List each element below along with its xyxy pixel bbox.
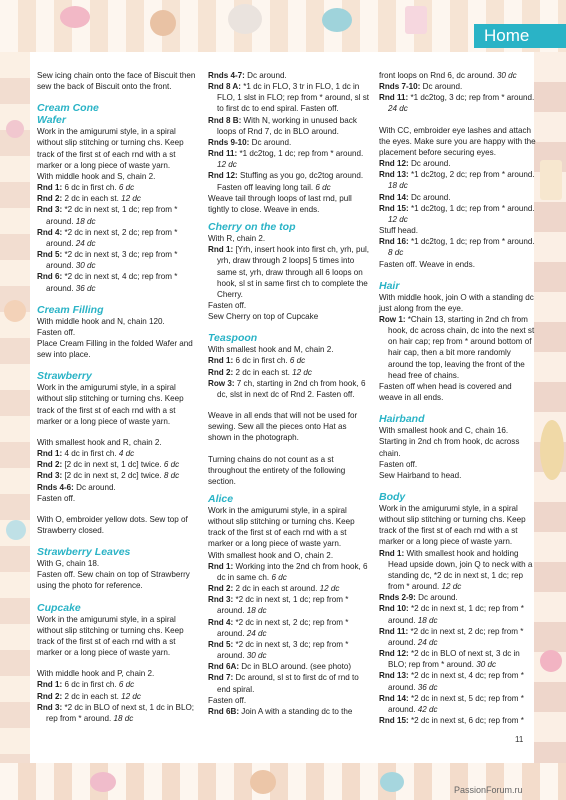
row-instruction: Dc around. [247, 71, 287, 80]
section-heading: Hair [379, 279, 400, 292]
row-label: Rnd 10: [379, 604, 409, 614]
row-label: Rnd 13: [379, 671, 409, 681]
spacer [37, 504, 200, 514]
row-instruction: *2 dc in next st, 2 dc; rep from * around. [388, 626, 524, 647]
stitch-count: 18 dc [75, 216, 96, 226]
text-column-1 [37, 70, 200, 724]
stitch-count: 36 dc [417, 682, 438, 692]
teapot-illustration [322, 8, 352, 32]
row-instruction: Dc around. [76, 482, 116, 492]
spacer [379, 270, 537, 280]
row-instruction: *2 dc in next st, 3 dc; rep from * around. [217, 639, 349, 661]
row-label: Rnd 2: [37, 460, 63, 470]
row-label: Rnd 4: [37, 227, 63, 237]
row-label: Rnd 2: [208, 367, 234, 377]
row-label: Rnd 3: [37, 702, 63, 712]
paragraph-text: Fasten off. [208, 695, 247, 705]
pattern-row [208, 706, 370, 717]
row-instruction: *1 dc2tog, 1 dc; rep from * around. [410, 237, 535, 247]
stitch-count: 18 dc [388, 181, 408, 191]
row-instruction: 4 dc in first ch. [64, 449, 117, 459]
row-instruction: Dc around. [422, 82, 463, 92]
spacer [37, 658, 200, 668]
pattern-row [208, 244, 370, 300]
row-instruction: 2 dc in each st. [64, 691, 119, 701]
teapot-illustration [380, 772, 404, 792]
stitch-count: 18 dc [417, 615, 438, 625]
row-instruction: 2 dc in each st. [235, 367, 290, 377]
row-label: Rnd 13: [379, 170, 409, 180]
row-instruction: With N, working in unused back loops of Rnd 7, dc in BLO around. [217, 115, 357, 136]
spacer [379, 481, 537, 491]
paragraph [208, 344, 370, 355]
row-instruction: *1 dc2tog, 1 dc; rep from * around. [410, 203, 535, 213]
pattern-row [37, 448, 200, 459]
pattern-row [379, 192, 537, 203]
paragraph-text: Work in the amigurumi style, in a spiral without slip stitching or turning chs. Keep track of the first st of each rnd with a st marker or a long piece of waste yarn. [379, 504, 526, 547]
paragraph-text: With middle hook and P, chain 2. [37, 669, 155, 679]
paragraph [37, 70, 200, 92]
row-label: Rnds 4-6: [37, 482, 74, 492]
row-instruction: Working into the 2nd ch from hook, 6 dc in same ch. [217, 561, 368, 582]
stitch-count: 24 dc [388, 104, 408, 114]
paragraph [379, 459, 537, 470]
section-heading: Hairband [379, 413, 425, 426]
pattern-row [379, 693, 537, 715]
paragraph-text: Sew Hairband to head. [379, 470, 462, 480]
pattern-row [379, 203, 537, 225]
row-label: Rnd 1: [208, 245, 234, 255]
stitch-count: 30 dc [75, 261, 96, 271]
row-label: Rnd 15: [379, 203, 409, 213]
row-label: Rnd 6: [37, 272, 63, 282]
pattern-row [208, 148, 370, 170]
row-instruction: [Yrh, insert hook into first ch, yrh, pul, yrh, draw through 2 loops] 5 times into same st, yrh, draw through all 6 loops on hook, sl st in same first ch to complete the Cherry. [217, 245, 370, 299]
stitch-count: 24 dc [246, 628, 267, 638]
section-tab: Home [474, 24, 566, 48]
spacer [379, 115, 537, 125]
text-column-3 [379, 70, 537, 726]
pattern-row [37, 459, 200, 470]
paragraph-text: front loops on Rnd 6, dc around. [379, 71, 495, 80]
stitch-count: 42 dc [417, 704, 438, 714]
row-label: Rnd 12: [208, 171, 238, 181]
row-label: Rnd 3: [37, 205, 63, 215]
pattern-row [208, 561, 370, 583]
flower-illustration [6, 120, 24, 138]
stitch-count: 6 dc [163, 460, 180, 470]
paragraph-text: Turning chains do not count as a st throughout the entirety of the following section. [208, 454, 346, 486]
row-instruction: *1 dc2tog, 1 dc; rep from * around. [239, 149, 364, 159]
pattern-row [37, 271, 200, 293]
paragraph-text: With middle hook and S, chain 2. [37, 171, 156, 181]
stitch-count: 4 dc [118, 449, 135, 459]
paragraph-text: Fasten off. [208, 300, 247, 310]
row-label: Rnd 1: [379, 548, 405, 558]
row-instruction: *2 dc in BLO of next st, 1 dc in BLO; rep from * around. [46, 702, 195, 723]
paragraph-text: Fasten off. [379, 459, 418, 469]
pattern-row [379, 648, 537, 670]
paragraph [379, 292, 537, 314]
row-instruction: *2 dc in next st, 1 dc; rep from * around. [217, 595, 349, 616]
pattern-row [37, 482, 200, 493]
stitch-count: 30 dc [476, 660, 496, 670]
pattern-row [379, 236, 537, 258]
row-instruction: *2 dc in BLO of next st, 3 dc in BLO; rep from * around. [388, 649, 520, 670]
row-label: Rnds 7-10: [379, 82, 421, 92]
paragraph-text: Fasten off. [37, 493, 76, 503]
pattern-row [379, 670, 537, 692]
row-label: Rnds 2-9: [379, 593, 416, 603]
stitch-count: 12 dc [121, 194, 141, 204]
paragraph [379, 381, 537, 403]
row-label: Rnd 11: [379, 626, 409, 636]
paragraph-text: With smallest hook and C, chain 16. Starting in 2nd ch from hook, dc across chain. [379, 426, 520, 458]
card-illustration [405, 6, 427, 34]
paragraph [37, 437, 200, 448]
paragraph [208, 300, 370, 311]
pattern-row [208, 617, 370, 639]
pattern-row [37, 691, 200, 702]
cupcake-illustration [150, 10, 176, 36]
pattern-row [208, 583, 370, 594]
stitch-count: 12 dc [441, 582, 462, 592]
stitch-count: 30 dc [246, 651, 267, 661]
pattern-row [37, 193, 200, 204]
paragraph [379, 259, 537, 270]
stitch-count: 18 dc [246, 606, 267, 616]
pattern-row [379, 626, 537, 648]
row-label: Rnd 2: [37, 691, 63, 701]
row-label: Rnd 8 B: [208, 115, 242, 125]
row-label: Rnd 2: [37, 194, 63, 204]
paragraph-text: Fasten off. Sew chain on top of Strawberry using the photo for reference. [37, 570, 190, 591]
pattern-row [379, 81, 537, 92]
stitch-count: 12 dc [319, 584, 340, 594]
row-label: Rnd 1: [37, 680, 63, 690]
stitch-count: 24 dc [75, 238, 96, 248]
row-label: Rnd 3: [37, 471, 63, 481]
watermark: PassionForum.ru [454, 785, 523, 795]
teacup-illustration [6, 520, 26, 540]
row-instruction: Stuffing as you go, dc2tog around. Fasten off leaving long tail. [217, 171, 364, 192]
row-instruction: *1 dc2tog, 2 dc; rep from * around. [410, 170, 535, 180]
teacup-illustration [90, 772, 116, 792]
paragraph [37, 558, 200, 569]
row-instruction: 6 dc in first ch. [64, 680, 117, 690]
pattern-row [208, 661, 370, 672]
row-label: Rnd 12: [379, 649, 409, 659]
row-label: Rnd 3: [208, 595, 234, 605]
paragraph [379, 225, 537, 236]
section-heading: Strawberry [37, 370, 92, 383]
stitch-count: 12 dc [292, 367, 312, 377]
row-label: Rnd 1: [37, 183, 63, 193]
paragraph [208, 550, 370, 561]
pattern-row [208, 81, 370, 114]
paragraph [37, 338, 200, 360]
row-label: Rnd 11: [379, 93, 409, 103]
section-heading: Cherry on the top [208, 221, 296, 234]
paragraph-text: Fasten off. Weave in ends. [379, 259, 475, 269]
pattern-row [37, 227, 200, 249]
row-label: Rnd 6B: [208, 706, 240, 716]
paragraph-text: Work in the amigurumi style, in a spiral without slip stitching or turning chs. Keep track of the first st of each rnd with a st marker or a long piece of waste yarn. [37, 383, 184, 426]
pattern-row [37, 204, 200, 226]
pattern-row [379, 715, 537, 726]
row-label: Rnd 6A: [208, 662, 240, 672]
paragraph [37, 668, 200, 679]
card-illustration [540, 160, 562, 200]
paragraph-text: With CC, embroider eye lashes and attach the eyes. Make sure you are happy with the placement before securing eyes. [379, 125, 536, 157]
row-label: Rnd 1: [37, 449, 63, 459]
row-label: Rnds 4-7: [208, 71, 245, 80]
section-heading: Wafer [37, 114, 66, 127]
stitch-count: 24 dc [417, 637, 438, 647]
decorative-border-left [0, 52, 30, 763]
paragraph-text: Work in the amigurumi style, in a spiral without slip stitching or turning chs. Keep track of the first st of each rnd with a st marker or a long piece of waste yarn. [37, 614, 184, 658]
paragraph-text: Work in the amigurumi style, in a spiral without slip stitching or turning chs. Keep track of the first st of each rnd with a st marker or a long piece of waste yarn. [208, 506, 355, 549]
row-instruction: *2 dc in next st, 2 dc; rep from * around. [46, 227, 178, 248]
row-label: Row 1: [379, 314, 406, 324]
stitch-count: 18 dc [113, 713, 134, 723]
stitch-count: 36 dc [75, 283, 96, 293]
row-instruction: 6 dc in first ch. [235, 356, 288, 366]
row-label: Rnd 14: [379, 192, 409, 202]
paragraph-text: With smallest hook and R, chain 2. [37, 437, 162, 447]
paragraph [208, 505, 370, 550]
stitch-count: 12 dc [388, 214, 408, 224]
stitch-count: 6 dc [289, 356, 306, 366]
pattern-row [37, 679, 200, 690]
cake-illustration [250, 770, 276, 794]
pattern-row [208, 378, 370, 400]
pattern-row [379, 548, 537, 593]
section-heading: Strawberry Leaves [37, 546, 131, 559]
spacer [37, 536, 200, 546]
pattern-row [208, 355, 370, 366]
paragraph-text: With smallest hook and O, chain 2. [208, 550, 334, 560]
page-number: 11 [515, 735, 524, 744]
row-instruction: With smallest hook and holding Head upside down, join Q to neck with a standing dc, *2 dc in next st, 1 dc; rep from * around. [388, 548, 533, 592]
paragraph-text: With middle hook, join O with a standing dc just along from the eye. [379, 292, 534, 313]
paragraph [37, 382, 200, 427]
row-label: Rnd 7: [208, 673, 234, 683]
spacer [208, 322, 370, 332]
pattern-row [208, 672, 370, 694]
row-instruction: *1 dc2tog, 3 dc; rep from * around. [410, 93, 535, 103]
paragraph [379, 503, 537, 548]
paragraph [379, 125, 537, 158]
paragraph-text: With G, chain 18. [37, 559, 100, 569]
pattern-row [379, 92, 537, 114]
row-instruction: *2 dc in next st, 6 dc; rep from * [410, 715, 524, 725]
row-instruction: Join A with a standing dc to the [241, 706, 353, 716]
row-label: Rnd 5: [208, 639, 234, 649]
paragraph [37, 569, 200, 591]
paragraph-text: With smallest hook and M, chain 2. [208, 345, 334, 355]
stitch-count: 6 dc [315, 182, 331, 192]
teacup-illustration [60, 6, 90, 28]
spacer [208, 400, 370, 410]
cake-illustration [4, 300, 26, 322]
paragraph-text: Work in the amigurumi style, in a spiral without slip stitching or turning chs. Keep track of the first st of each rnd with a st marker or a long piece of waste yarn. [37, 127, 184, 170]
paragraph [37, 614, 200, 659]
paragraph [208, 193, 370, 215]
paragraph [37, 327, 200, 338]
spacer [37, 360, 200, 370]
spacer [37, 592, 200, 602]
row-instruction: 7 ch, starting in 2nd ch from hook, 6 dc, slst in next dc of Rnd 2. Fasten off. [217, 378, 366, 399]
spacer [37, 427, 200, 437]
row-instruction: [2 dc in next st, 2 dc] twice. [64, 471, 162, 481]
stitch-count: 12 dc [217, 160, 237, 170]
rabbit-illustration [228, 4, 262, 34]
paragraph [379, 425, 537, 458]
paragraph-text: With O, embroider yellow dots. Sew top of Strawberry closed. [37, 514, 188, 535]
row-instruction: Dc around. [410, 159, 451, 169]
paragraph-text: Stuff head. [379, 226, 419, 236]
row-instruction: Dc around, sl st to first dc of rnd to end spiral. [217, 673, 359, 694]
row-instruction: 6 dc in first ch. [64, 183, 117, 193]
paragraph [208, 311, 370, 322]
row-label: Rnd 11: [208, 149, 238, 159]
paragraph-text: Weave in all ends that will not be used for sewing. Sew all the pieces onto Hat as shown in the photograph. [208, 411, 358, 443]
row-label: Rnd 2: [208, 584, 234, 594]
row-label: Rnd 14: [379, 693, 409, 703]
row-instruction: *2 dc in next st, 1 dc; rep from * around. [388, 604, 524, 625]
stitch-count: 12 dc [121, 691, 141, 701]
spacer [37, 92, 200, 102]
pattern-row [208, 70, 370, 81]
paragraph [37, 493, 200, 504]
pattern-row [208, 639, 370, 661]
paragraph [37, 126, 200, 171]
row-instruction: *2 dc in next st, 5 dc; rep from * around. [388, 693, 524, 714]
row-instruction: 2 dc in each st around. [235, 584, 318, 594]
text-column-2 [208, 70, 370, 717]
spacer [208, 444, 370, 454]
row-instruction: *2 dc in next st, 1 dc; rep from * around. [46, 205, 178, 226]
pattern-row [208, 115, 370, 137]
stitch-count: 8 dc [163, 471, 180, 481]
section-heading: Alice [208, 493, 234, 505]
row-label: Rnds 9-10: [208, 137, 250, 147]
row-instruction: *2 dc in next st, 4 dc; rep from * around. [46, 272, 178, 293]
pattern-row [208, 367, 370, 378]
paragraph [37, 514, 200, 536]
pattern-row [208, 137, 370, 148]
pattern-row [379, 314, 537, 381]
row-label: Row 3: [208, 378, 235, 388]
row-instruction: *2 dc in next st, 4 dc; rep from * around. [388, 671, 524, 692]
paragraph-text: With R, chain 2. [208, 234, 266, 244]
paragraph-text: Place Cream Filling in the folded Wafer and sew into place. [37, 338, 193, 360]
section-heading: Cream Cone [37, 102, 99, 115]
pattern-row [208, 594, 370, 616]
paragraph-text: Sew icing chain onto the face of Biscuit then sew the back of Biscuit onto the front. [37, 71, 196, 92]
paragraph [208, 454, 370, 487]
pattern-row [37, 249, 200, 271]
pattern-row [37, 702, 200, 724]
pattern-row [379, 592, 537, 603]
paragraph-text: Fasten off. [37, 327, 76, 337]
pattern-row [37, 182, 200, 193]
paragraph [37, 316, 200, 327]
pattern-row [37, 470, 200, 481]
stitch-count: 30 dc [496, 71, 517, 80]
row-instruction: Dc around. [410, 192, 451, 202]
pattern-row [379, 158, 537, 169]
row-label: Rnd 1: [208, 561, 234, 571]
pattern-row [379, 169, 537, 191]
row-instruction: Dc around. [418, 593, 458, 603]
section-heading: Cupcake [37, 601, 81, 614]
paragraph [208, 695, 370, 706]
stitch-count: 6 dc [271, 572, 287, 582]
stitch-count: 6 dc [118, 183, 135, 193]
paragraph [379, 470, 537, 481]
paragraph [379, 70, 537, 81]
paragraph [208, 233, 370, 244]
paragraph [208, 410, 370, 443]
section-heading: Cream Filling [37, 303, 104, 316]
row-label: Rnd 12: [379, 159, 409, 169]
stitch-count: 6 dc [118, 680, 135, 690]
paragraph-text: Sew Cherry on top of Cupcake [208, 312, 319, 322]
spacer [379, 403, 537, 413]
section-heading: Body [379, 491, 406, 503]
paragraph-text: Weave tail through loops of last rnd, pull tightly to close. Weave in ends. [208, 193, 352, 214]
section-heading: Teaspoon [208, 332, 258, 345]
row-label: Rnd 15: [379, 715, 409, 725]
row-label: Rnd 8 A: [208, 82, 241, 92]
row-label: Rnd 4: [208, 617, 234, 627]
row-label: Rnd 16: [379, 237, 409, 247]
paragraph-text: Fasten off when head is covered and weave in all ends. [379, 381, 512, 403]
row-instruction: Dc in BLO around. (see photo) [241, 662, 352, 672]
paragraph [37, 171, 200, 182]
paragraph-text: With middle hook and N, chain 120. [37, 316, 165, 326]
row-instruction: *1 dc in FLO, 3 tr in FLO, 1 dc in FLO, 1 slst in FLO; rep from * around, sl st to first dc to end spiral. Fasten off. [217, 82, 370, 114]
row-instruction: Dc around. [251, 137, 292, 147]
spacer [37, 294, 200, 304]
pattern-row [208, 170, 370, 192]
row-instruction: *2 dc in next st, 2 dc; rep from * around. [217, 617, 349, 638]
row-label: Rnd 1: [208, 356, 234, 366]
row-instruction: *Chain 13, starting in 2nd ch from hook, dc across chain, dc into the next st on hair cap; rep from * around bottom of hair cap, then a bit more randomly around the top, leaving the front of the head free of chains. [388, 314, 535, 380]
cupcake-illustration [540, 650, 562, 672]
row-instruction: 2 dc in each st. [64, 194, 119, 204]
row-label: Rnd 5: [37, 250, 63, 260]
stitch-count: 8 dc [388, 248, 404, 258]
row-instruction: *2 dc in next st, 3 dc; rep from * around. [46, 250, 178, 271]
alice-illustration [540, 420, 564, 480]
pattern-row [379, 603, 537, 625]
row-instruction: [2 dc in next st, 1 dc] twice. [64, 460, 162, 470]
